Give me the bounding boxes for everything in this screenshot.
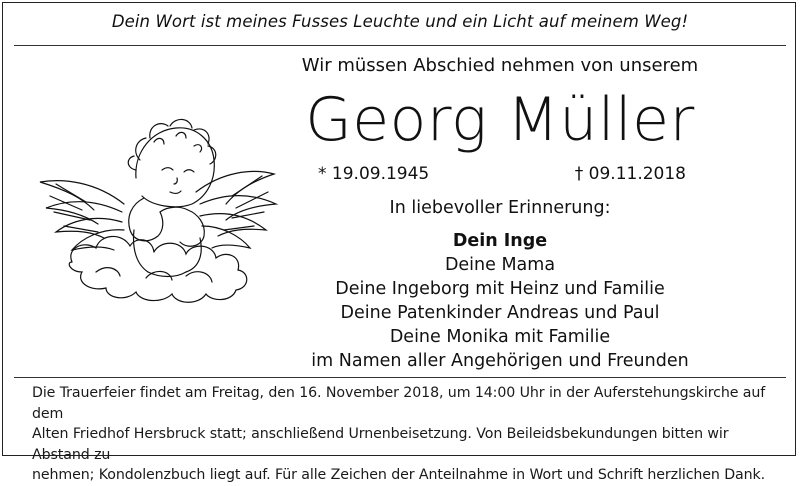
memory-line: In liebevoller Erinnerung: [389, 198, 611, 218]
death-date: † 09.11.2018 [574, 164, 686, 184]
footer-line: Die Trauerfeier findet am Freitag, den 16. November 2018, um 14:00 Uhr in der Auferstehungskirche auf dem [32, 385, 766, 422]
service-details [32, 383, 782, 486]
mourner-line: Deine Patenkinder Andreas und Paul [340, 303, 660, 323]
footer-line: nehmen; Kondolenzbuch liegt auf. Für alle Zeichen der Anteilnahme in Wort und Schrift herzlichen Dank. [32, 467, 766, 483]
cherub-illustration [36, 112, 286, 312]
bible-verse-motto: Dein Wort ist meines Fusses Leuchte und ein Licht auf meinem Weg! [111, 12, 689, 31]
deceased-name: Georg Müller [305, 85, 695, 155]
mourner-line: Dein Inge [452, 231, 548, 251]
bottom-divider [14, 377, 786, 378]
mourner-line: Deine Monika mit Familie [389, 327, 611, 347]
top-divider [14, 45, 786, 46]
footer-line: Alten Friedhof Hersbruck statt; anschließend Urnenbeisetzung. Von Beileidsbekundungen bitten wir Abstand zu [32, 426, 729, 463]
birth-date: * 19.09.1945 [318, 164, 430, 184]
mourner-line: Deine Mama [444, 255, 556, 275]
mourners-list [300, 229, 700, 373]
mourner-line: Deine Ingeborg mit Heinz und Familie [335, 279, 665, 299]
mourner-line: im Namen aller Angehörigen und Freunden [311, 351, 689, 371]
intro-line: Wir müssen Abschied nehmen von unserem [301, 55, 699, 76]
